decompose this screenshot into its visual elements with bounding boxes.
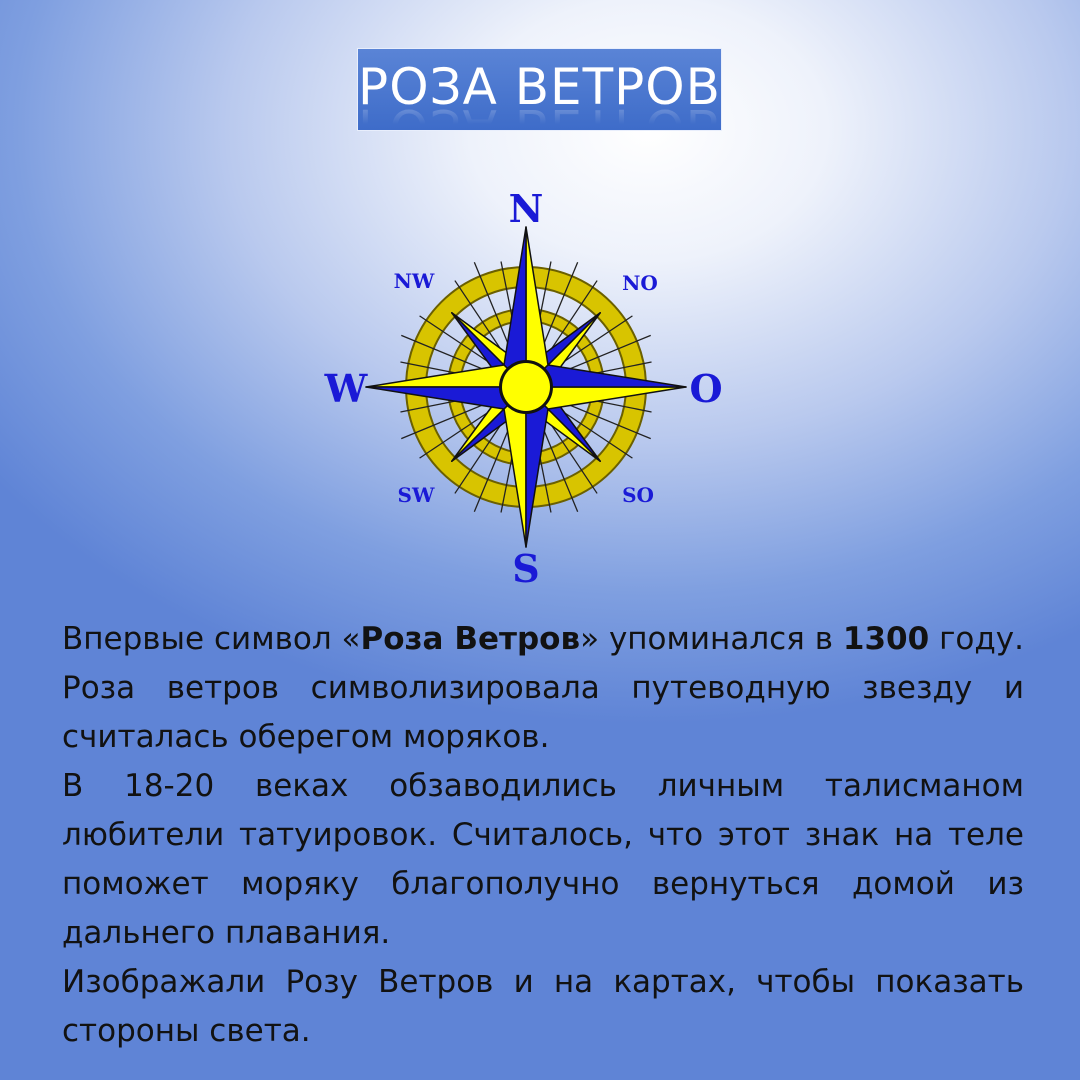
label-north-east: NO [622,271,658,295]
paragraph-history: Впервые символ «Роза Ветров» упоминался в 1300 году. Роза ветров символизировала путеводную звезду и считалась оберегом моряков. [62,621,1025,755]
paragraph-tattoo: В 18-20 веках обзаводились личным талисманом любители татуировок. Считалось, что этот знак на теле поможет моряку благополучно вернуться домой из дальнего плавания. [62,768,1024,951]
compass-rose-icon [310,180,740,590]
page-title: РОЗА ВЕТРОВ [358,57,721,116]
label-north-west: NW [393,269,435,293]
bold-year: 1300 [842,621,930,657]
label-south-east: SO [622,483,654,507]
label-south-west: SW [397,483,435,507]
compass-rose-graphic [310,180,740,590]
title-banner [357,48,722,131]
body-text [62,615,1024,1056]
paragraph-maps: Изображали Розу Ветров и на картах, чтобы показать стороны света. [62,964,1024,1049]
bold-term: Роза Ветров [360,621,581,657]
label-east: O [689,366,723,411]
label-north: N [508,186,544,231]
label-south: S [512,546,540,590]
center-hub [502,363,550,411]
label-west: W [324,366,368,411]
